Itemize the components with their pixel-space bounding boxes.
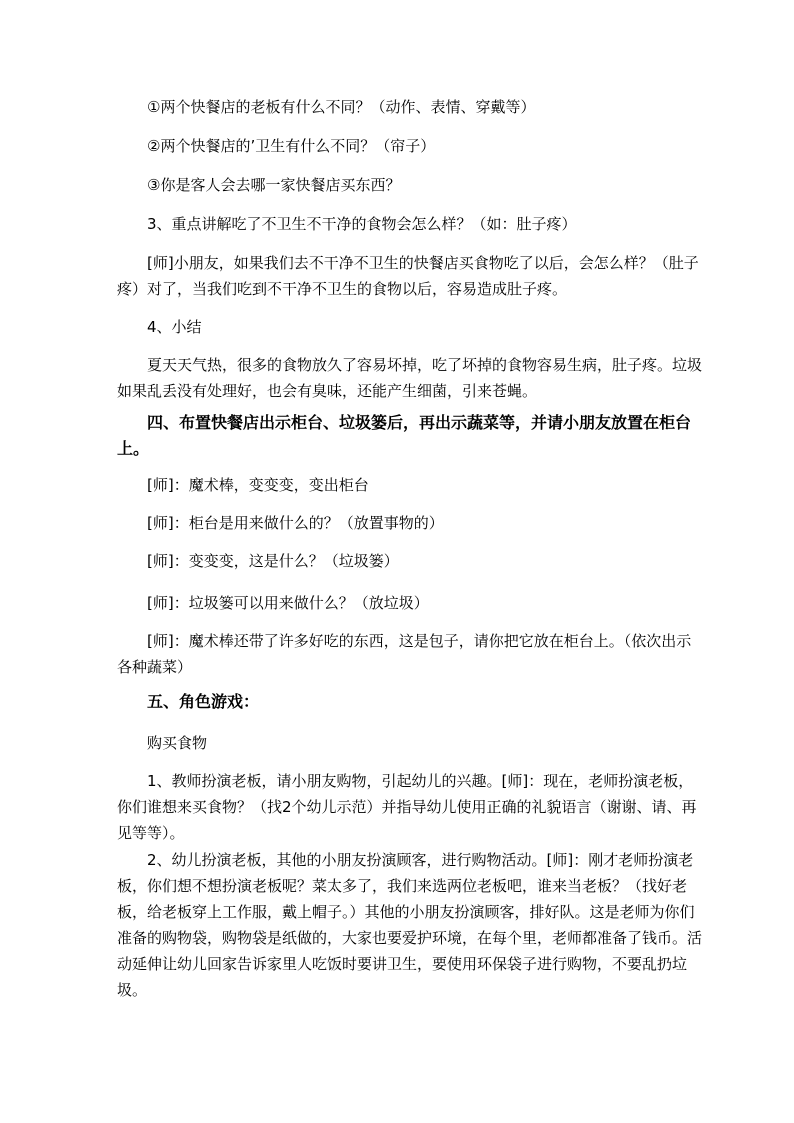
step-3-heading: 3、重点讲解吃了不卫生不干净的食物会怎么样？（如：肚子疼） — [147, 215, 577, 233]
teacher-trash-purpose: [师]：垃圾篓可以用来做什么？（放垃圾） — [147, 594, 429, 612]
summary-paragraph: 夏天天气热，很多的食物放久了容易坏掉，吃了坏掉的食物容易生病，肚子疼。垃圾如果乱丢没有处理好，也会有臭味，还能产生细菌，引来苍蝇。 — [117, 356, 703, 400]
teacher-food-items: [师]：魔术棒还带了许多好吃的东西，这是包子，请你把它放在柜台上。（依次出示各种蔬菜） — [117, 632, 692, 676]
question-boss-difference: ①两个快餐店的老板有什么不同？（动作、表情、穿戴等） — [147, 98, 536, 116]
teacher-counter-purpose: [师]：柜台是用来做什么的？（放置事物的） — [147, 514, 444, 532]
activity-step-1: 1、教师扮演老板，请小朋友购物，引起幼儿的兴趣。[师]：现在，老师扮演老板，你们谁想来买食物？（找2个幼儿示范）并指导幼儿使用正确的礼貌语言（谢谢、请、再见等等）。 — [117, 772, 697, 842]
step-4-summary-heading: 4、小结 — [147, 318, 202, 336]
teacher-magic-counter: [师]：魔术棒，变变变，变出柜台 — [147, 476, 369, 494]
section-five-heading: 五、角色游戏： — [147, 692, 260, 711]
question-which-shop: ③你是客人会去哪一家快餐店买东西？ — [147, 176, 401, 194]
buy-food-label: 购买食物 — [147, 734, 208, 752]
activity-step-2: 2、幼儿扮演老板，其他的小朋友扮演顾客，进行购物活动。[师]：刚才老师扮演老板，你们想不想扮演老板呢？菜太多了，我们来选两位老板吧，谁来当老板？（找好老板，给老板穿上工作服，戴上帽子。）其他的小朋友扮演顾客，排好队。这是老师为你们准备的购物袋，购物袋是纸做的，大家也要爱护环境，在每个里，老师都准备了钱币。活动延伸让幼儿回家告诉家里人吃饭时要讲卫生，要使用环保袋子进行购物，不要乱扔垃圾。 — [117, 851, 703, 999]
teacher-trash-basket: [师]：变变变，这是什么？（垃圾篓） — [147, 552, 399, 570]
section-four-heading: 四、布置快餐店出示柜台、垃圾篓后，再出示蔬菜等，并请小朋友放置在柜台上。 — [117, 413, 692, 458]
teacher-dialogue-stomachache: [师]小朋友，如果我们去不干净不卫生的快餐店买食物吃了以后，会怎么样？（肚子疼）对了，当我们吃到不干净不卫生的食物以后，容易造成肚子疼。 — [117, 254, 699, 298]
question-hygiene-difference: ②两个快餐店的’卫生有什么不同？（帘子） — [147, 137, 436, 155]
